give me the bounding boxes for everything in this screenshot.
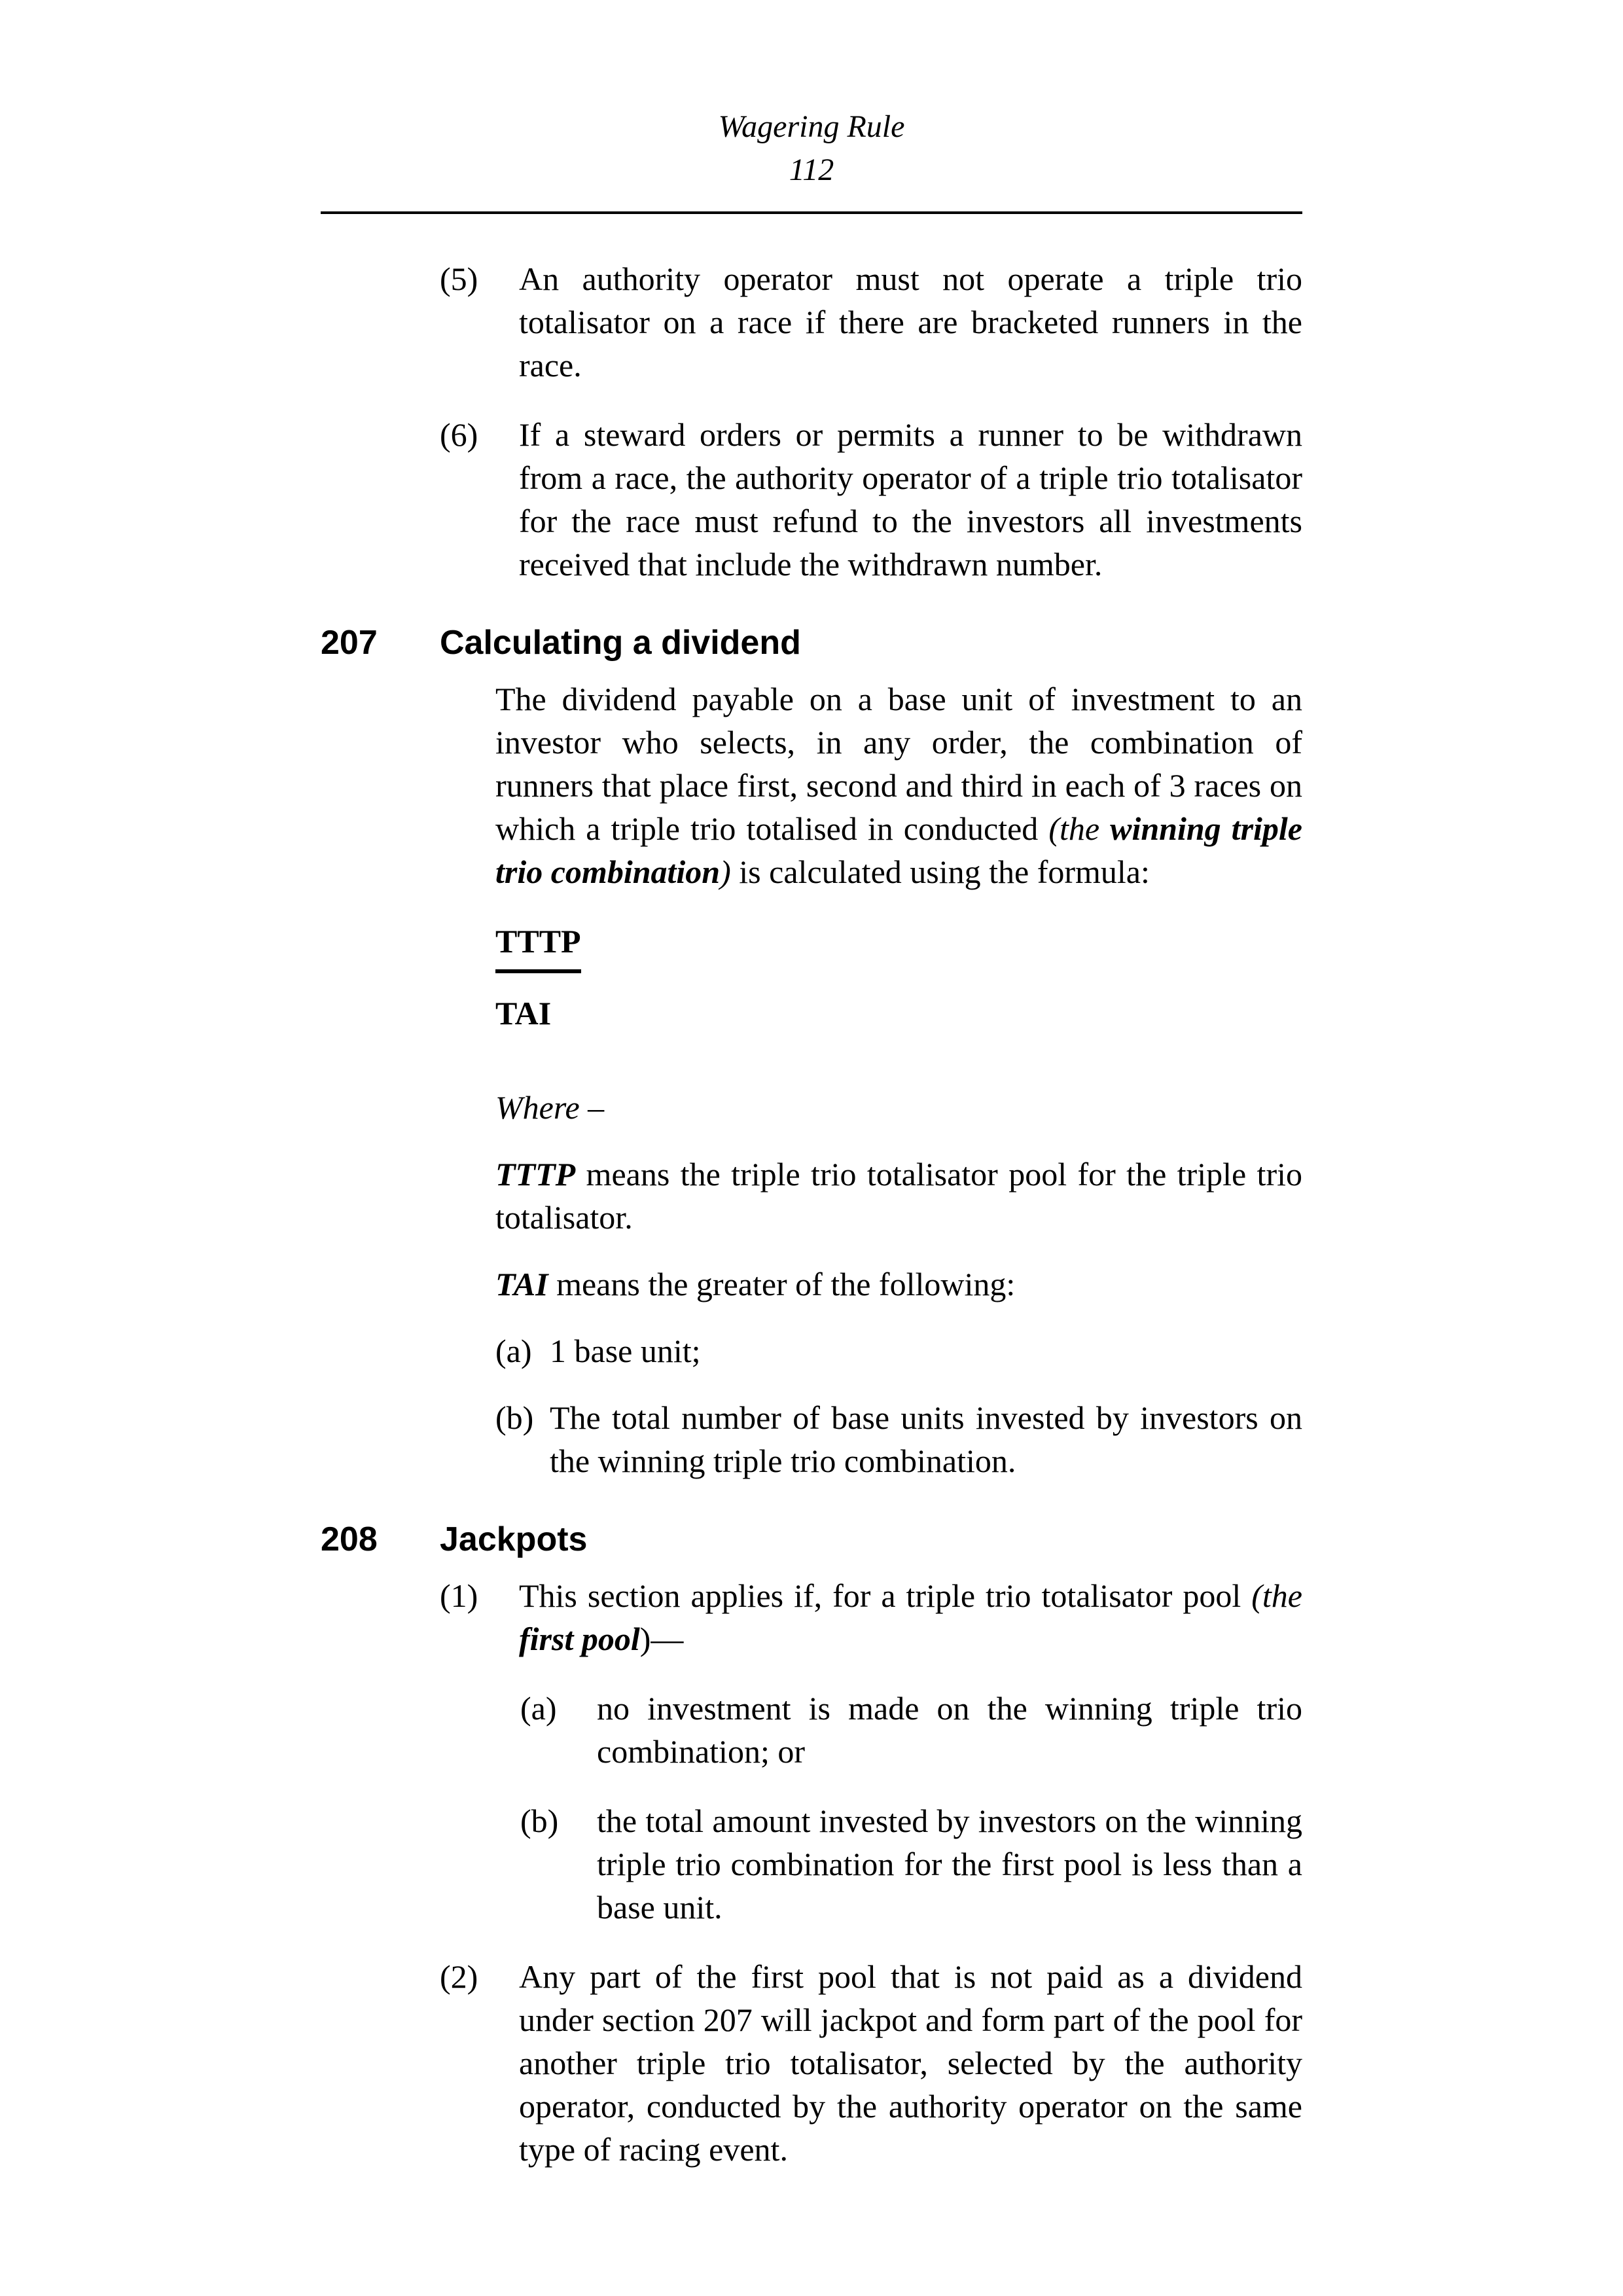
section-207-number: 207 (321, 624, 378, 662)
clause-208-1-close: )— (639, 1621, 684, 1657)
section-207-body-rest: is calculated using the formula: (730, 853, 1150, 890)
the-word: the (1262, 1577, 1302, 1614)
clause-5 (321, 257, 1302, 387)
definition-tai (495, 1263, 1302, 1306)
item-207-b-text: The total number of base units invested by investors on the winning triple trio combination. (550, 1399, 1302, 1479)
item-208-a-text: no investment is made on the winning triple trio combination; or (597, 1690, 1302, 1770)
clause-208-2-marker: (2) (440, 1958, 478, 1995)
defined-term-winning-combination: winning triple trio combination (495, 810, 1303, 890)
clause-6-text: If a steward orders or permits a runner to be withdrawn from a race, the authority operator of a triple trio totalisator for the race must refund to the investors all investments received that include the withdrawn number. (519, 416, 1302, 583)
clause-208-1-marker: (1) (440, 1577, 478, 1614)
section-208-heading (321, 1519, 1302, 1560)
dividend-formula (495, 920, 1302, 1035)
section-207-title: Calculating a dividend (440, 624, 801, 662)
item-208-b (321, 1799, 1302, 1929)
section-207-body-intro: The dividend payable on a base unit of investment to an investor who selects, in any order, the combination of runners that place first, second and third in each of 3 races on which a triple trio totalised in conducted (495, 681, 1302, 847)
definition-tttp-text: means the triple trio totalisator pool for the triple trio totalisator. (495, 1156, 1302, 1236)
item-207-a (321, 1329, 1302, 1372)
document-title: Wagering Rule (718, 109, 905, 144)
running-header (321, 108, 1302, 214)
section-207-body (495, 677, 1302, 893)
section-207-heading (321, 622, 1302, 663)
paren-close: ) (720, 853, 731, 890)
formula-numerator: TTTP (495, 920, 581, 973)
definition-tai-term: TAI (495, 1266, 548, 1302)
clause-208-1-intro: This section applies if, for a triple trio totalisator pool (519, 1577, 1252, 1614)
page-number: 112 (789, 152, 834, 187)
paren-open: ( (1048, 810, 1060, 847)
definition-tai-text: means the greater of the following: (548, 1266, 1016, 1302)
item-207-b-marker: (b) (495, 1399, 534, 1436)
item-208-a (321, 1687, 1302, 1773)
clause-208-2-text: Any part of the first pool that is not paid as a dividend under section 207 will jackpot and form part of the pool for another triple trio totalisator, selected by the authority operator, conducted by the authority operator on the same type of racing event. (519, 1958, 1302, 2168)
definition-tttp (495, 1153, 1302, 1239)
section-208 (321, 1519, 1302, 2171)
item-207-a-marker: (a) (495, 1333, 532, 1369)
the-word: the (1059, 810, 1111, 847)
clause-6 (321, 413, 1302, 586)
clause-5-text: An authority operator must not operate a triple trio totalisator on a race if there are bracketed runners in the race. (519, 260, 1302, 384)
page-content (321, 108, 1302, 2197)
section-208-items (321, 1687, 1302, 1929)
section-208-title: Jackpots (440, 1520, 588, 1558)
item-207-a-text: 1 base unit; (550, 1333, 701, 1369)
where-label: Where – (495, 1089, 605, 1126)
formula-denominator: TAI (495, 995, 552, 1031)
section-207-items (321, 1329, 1302, 1482)
definition-tttp-term: TTTP (495, 1156, 576, 1193)
clause-208-2 (321, 1955, 1302, 2171)
defined-term-first-pool: first pool (519, 1621, 640, 1657)
header-rule (321, 211, 1302, 214)
item-208-a-marker: (a) (520, 1690, 557, 1727)
clause-6-marker: (6) (440, 416, 478, 453)
section-207 (321, 622, 1302, 1482)
clause-208-1 (321, 1574, 1302, 1660)
item-208-b-text: the total amount invested by investors on the winning triple trio combination for the first pool is less than a base unit. (597, 1803, 1302, 1926)
clause-5-marker: (5) (440, 260, 478, 297)
section-208-number: 208 (321, 1520, 378, 1558)
paren-open: ( (1251, 1577, 1262, 1614)
item-208-b-marker: (b) (520, 1803, 559, 1839)
item-207-b (321, 1396, 1302, 1482)
